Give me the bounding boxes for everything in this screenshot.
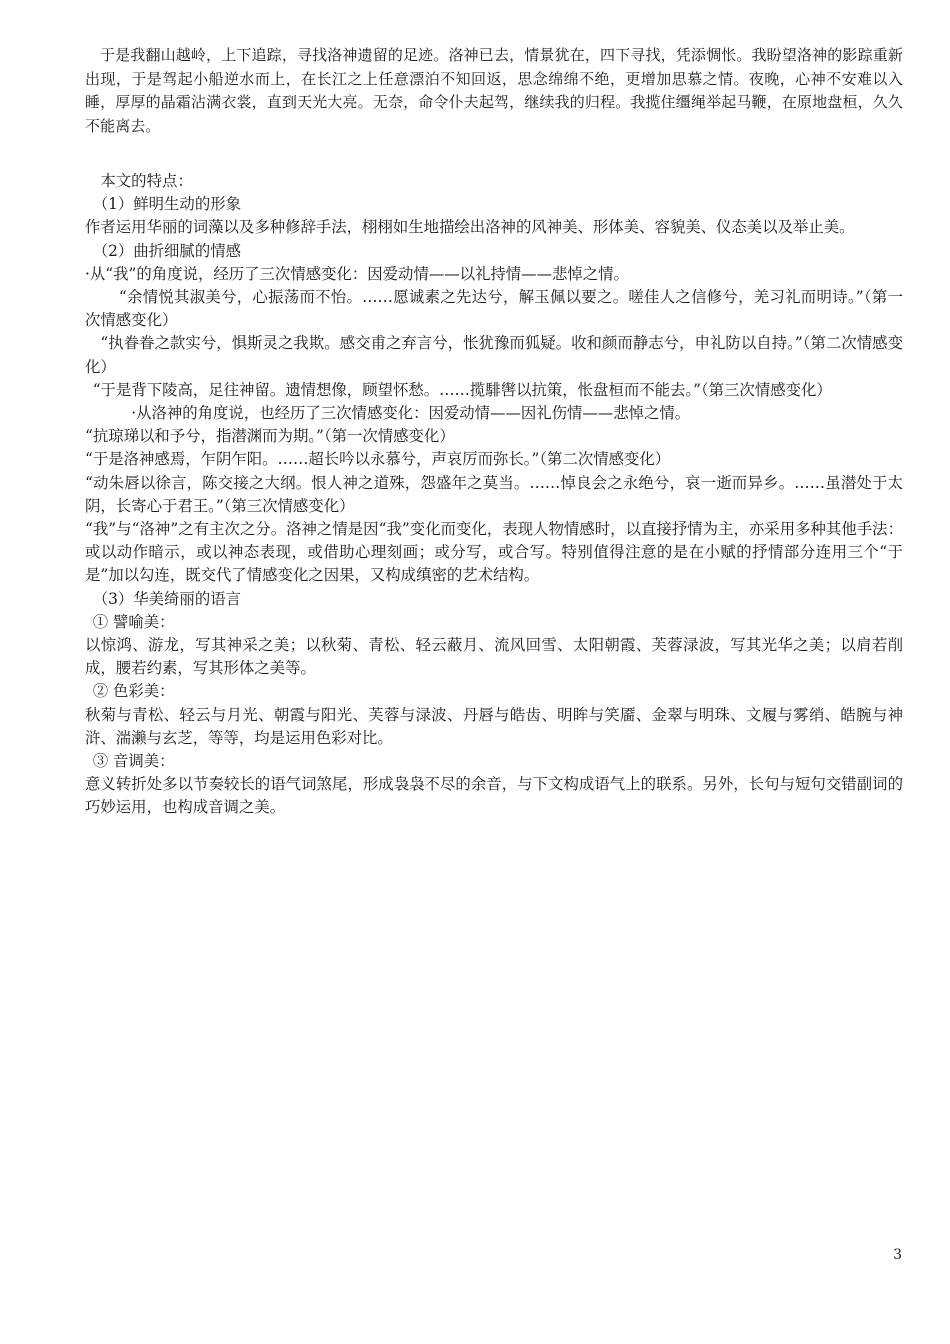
section3-item1-heading: ① 譬喻美：: [92, 612, 175, 631]
section2-from-goddess: ·从洛神的角度说，也经历了三次情感变化：因爱动情——因礼伤情——悲悼之情。: [131, 404, 691, 423]
section1-heading: （1）鲜明生动的形象: [92, 195, 241, 214]
section3-item1-body: 以惊鸿、游龙，写其神采之美；以秋菊、青松、轻云蔽月、流风回雪、太阳朝霞、芙蓉渌波，写其光华之美；以肩若削成，腰若约素，写其形体之美等。: [85, 636, 903, 678]
section2-heading: （2）曲折细腻的情感: [92, 241, 241, 260]
section2-quote-goddess-1: “抗琼珶以和予兮，指潜渊而为期。”（第一次情感变化）: [85, 427, 455, 446]
paragraph-gap: [85, 138, 903, 170]
intro-paragraph: 于是我翻山越岭，上下追踪，寻找洛神遗留的足迹。洛神已去，情景犹在，四下寻找，凭添惆怅。我盼望洛神的影踪重新出现，于是驾起小船逆水而上，在长江之上任意漂泊不知回返，思念绵绵不绝，更增加思慕之情。夜晚，心神不安难以入睡，厚厚的晶霜沾满衣裳，直到天光大亮。无奈，命令仆夫起驾，继续我的归程。我揽住缰绳举起马鞭，在原地盘桓，久久不能离去。: [85, 46, 903, 135]
features-heading: 本文的特点：: [100, 172, 193, 190]
section2-quote-me-1: “余情悦其淑美兮，心振荡而不怡。……愿诚素之先达兮，解玉佩以要之。嗟佳人之信修兮，羌习礼而明诗。”（第一次情感变化）: [85, 288, 903, 330]
section3-heading: （3）华美绮丽的语言: [92, 589, 241, 608]
section2-quote-goddess-2: “于是洛神感焉，乍阴乍阳。……超长吟以永慕兮，声哀厉而弥长。”（第二次情感变化）: [85, 450, 671, 469]
section3-item3-body: 意义转折处多以节奏较长的语气词煞尾，形成袅袅不尽的余音，与下文构成语气上的联系。另外，长句与短句交错副词的巧妙运用，也构成音调之美。: [85, 775, 903, 817]
section2-analysis: “我”与“洛神”之有主次之分。洛神之情是因“我”变化而变化，表现人物情感时，以直接抒情为主，亦采用多种其他手法：或以动作暗示，或以神态表现，或借助心理刻画；或分写，或合写。特别值得注意的是在小赋的抒情部分连用三个“于是”加以勾连，既交代了情感变化之因果，又构成缜密的艺术结构。: [85, 520, 903, 585]
document-body: [85, 44, 903, 820]
section3-item2-heading: ② 色彩美：: [92, 682, 175, 701]
section3-item3-heading: ③ 音调美：: [92, 752, 175, 771]
section2-quote-me-3: “于是背下陵高，足往神留。遗情想像，顾望怀愁。……揽騑辔以抗策，怅盘桓而不能去。”（第三次情感变化）: [92, 380, 832, 399]
section2-quote-me-2: “执眷眷之款实兮，惧斯灵之我欺。感交甫之弃言兮，怅犹豫而狐疑。收和颜而静志兮，申礼防以自持。”（第二次情感变化）: [85, 334, 903, 376]
section1-body: 作者运用华丽的词藻以及多种修辞手法，栩栩如生地描绘出洛神的风神美、形体美、容貌美、仪态美以及举止美。: [85, 218, 855, 237]
section2-quote-goddess-3: “动朱唇以徐言，陈交接之大纲。恨人神之道殊，怨盛年之莫当。……悼良会之永绝兮，哀一逝而异乡。……虽潜处于太阴，长寄心于君王。”（第三次情感变化）: [85, 473, 903, 515]
section2-from-me: ·从“我”的角度说，经历了三次情感变化：因爱动情——以礼持情——悲悼之情。: [85, 264, 629, 283]
section3-item2-body: 秋菊与青松、轻云与月光、朝霞与阳光、芙蓉与渌波、丹唇与皓齿、明眸与笑靥、金翠与明珠、文履与雾绡、皓腕与神浒、湍濑与玄芝，等等，均是运用色彩对比。: [85, 705, 903, 747]
page-number: 3: [893, 1247, 902, 1263]
